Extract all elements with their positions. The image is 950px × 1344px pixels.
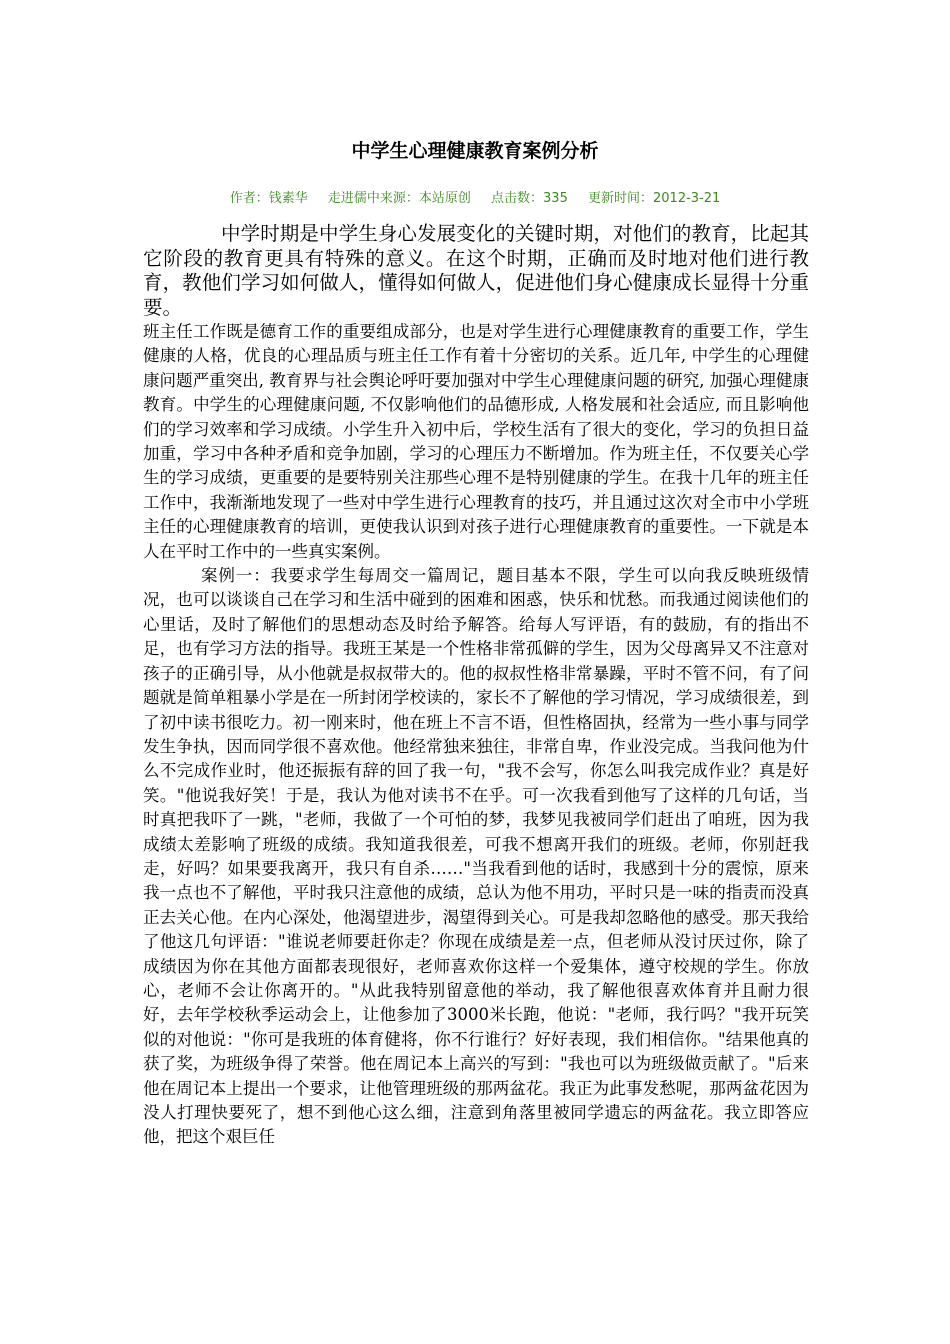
article-meta [0,189,950,209]
paragraph-intro-lead: 中学时期是中学生身心发展变化的关键时期，对他们的教育，比起其它阶段的教育更具有特殊的意义。在这个时期，正确而及时地对他们进行教育，教他们学习如何做人，懂得如何做人，促进他们身心健康成长显得十分重要。 [143,222,809,319]
article-body [143,222,809,1150]
paragraph-intro-rest: 班主任工作既是德育工作的重要组成部分，也是对学生进行心理健康教育的重要工作，学生健康的人格，优良的心理品质与班主任工作有着十分密切的关系。近几年, 中学生的心理健康问题严重突出, 教育界与社会舆论呼吁要加强对中学生心理健康问题的研究, 加强心理健康教育。中学生的心理健康问题, 不仅影响他们的品德形成, 人格发展和社会适应, 而且影响他们的学习效率和学习成绩。小学生升入初中后，学校生活有了很大的变化，学习的负担日益加重，学习中各种矛盾和竞争加剧，学习的心理压力不断增加。作为班主任，不仅要关心学生的学习成绩，更重要的是要特别关注那些心理不是特别健康的学生。在我十几年的班主任工作中，我渐渐地发现了一些对中学生进行心理教育的技巧，并且通过这次对全市中小学班主任的心理健康教育的培训，更使我认识到对孩子进行心理健康教育的重要性。一下就是本人在平时工作中的一些真实案例。 [143,322,809,561]
meta-updated: 更新时间：2012-3-21 [588,191,721,206]
paragraph-case-one: 案例一：我要求学生每周交一篇周记，题目基本不限，学生可以向我反映班级情况，也可以谈谈自己在学习和生活中碰到的困难和困惑，快乐和忧愁。而我通过阅读他们的心里话，及时了解他们的思想动态及时给予解答。给每人写评语，有的鼓励，有的指出不足，也有学习方法的指导。我班王某是一个性格非常孤僻的学生，因为父母离异又不注意对孩子的正确引导，从小他就是叔叔带大的。他的叔叔性格非常暴躁，平时不管不问，有了问题就是简单粗暴小学是在一所封闭学校读的，家长不了解他的学习情况，学习成绩很差，到了初中读书很吃力。初一刚来时，他在班上不言不语，但性格固执，经常为一些小事与同学发生争执，因而同学很不喜欢他。他经常独来独往，非常自卑，作业没完成。当我问他为什么不完成作业时，他还振振有辞的回了我一句，"我不会写，你怎么叫我完成作业？真是好笑。"他说我好笑！于是，我认为他对读书不在乎。可一次我看到他写了这样的几句话，当时真把我吓了一跳，"老师，我做了一个可怕的梦，我梦见我被同学们赶出了咱班，因为我成绩太差影响了班级的成绩。我知道我很差，可我不想离开我们的班级。老师，你别赶我走，好吗？如果要我离开，我只有自杀……"当我看到他的话时，我感到十分的震惊，原来我一点也不了解他，平时我只注意他的成绩，总认为他不用功，平时只是一味的指责而没真正去关心他。在内心深处，他渴望进步，渴望得到关心。可是我却忽略他的感受。那天我给了他这几句评语："谁说老师要赶你走？你现在成绩是差一点，但老师从没讨厌过你，除了成绩因为你在其他方面都表现很好，老师喜欢你这样一个爱集体，遵守校规的学生。你放心，老师不会让你离开的。"从此我特别留意他的举动，我了解他很喜欢体育并且耐力很好，去年学校秋季运动会上，让他参加了3000米长跑，他说："老师，我行吗？"我开玩笑似的对他说："你可是我班的体育健将，你不行谁行？好好表现，我们相信你。"结果他真的获了奖，为班级争得了荣誉。他在周记本上高兴的写到："我也可以为班级做贡献了。"后来他在周记本上提出一个要求，让他管理班级的那两盆花。我正为此事发愁呢，那两盆花因为没人打理快要死了，想不到他心这么细，注意到角落里被同学遗忘的两盆花。我立即答应他，把这个艰巨任 [143,566,809,1147]
meta-author: 作者：钱素华 [229,191,308,206]
page-title: 中学生心理健康教育案例分析 [351,140,599,162]
meta-hits: 点击数：335 [491,191,568,206]
meta-source: 走进儒中来源：本站原创 [327,191,471,206]
